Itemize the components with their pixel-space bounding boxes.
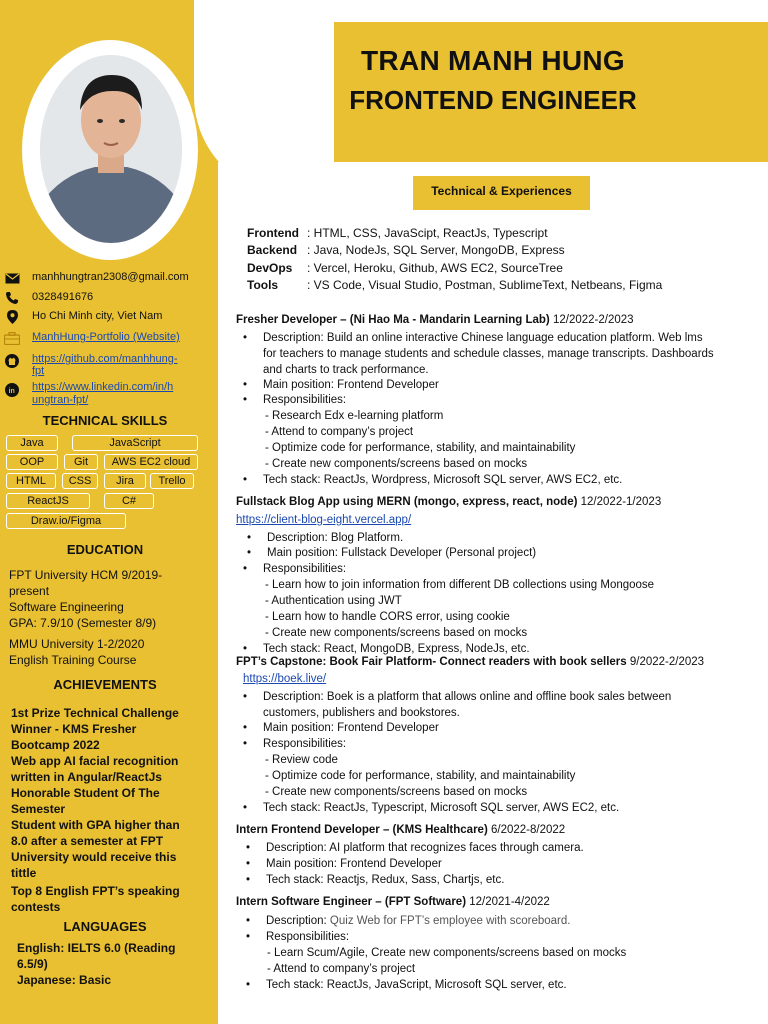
education-line: GPA: 7.9/10 (Semester 8/9) [9,616,157,630]
job-date: 12/2022-1/2023 [580,496,662,508]
achievement-line: Web app AI facial recognition [11,754,179,768]
skill-key: Frontend [247,226,299,240]
skill-value: : Java, NodeJs, SQL Server, MongoDB, Express [307,243,565,257]
bullet [243,377,439,393]
svg-text:in: in [8,388,15,395]
location-text: Ho Chi Minh city, Viet Nam [32,310,163,322]
sub-item: - Optimize code for performance, stability, and maintainability [265,770,576,782]
contact-phone [4,291,212,305]
job-date: 12/2021-4/2022 [469,896,550,908]
bullet-text: • Tech stack: Reactjs, Redux, Sass, Chartjs, etc. [266,874,505,886]
desc-label: Description: [266,915,330,927]
contact-portfolio [4,331,212,345]
skill-row-frontend [247,226,548,240]
bullet [243,641,530,657]
job-title: Fullstack Blog App using MERN (mongo, express, react, node) [236,496,578,508]
skill-key: Tools [247,278,279,292]
skill-chip: C# [104,493,154,509]
education-heading: EDUCATION [66,542,144,557]
skill-chip: Draw.io/Figma [6,513,126,529]
skill-value: : VS Code, Visual Studio, Postman, SublimeText, Netbeans, Figma [307,278,663,292]
bullet-text: • Responsibilities: [263,394,347,406]
sub-item: - Review code [265,754,338,766]
bullet [243,736,346,752]
bullet-text: • Main position: Frontend Developer [266,858,442,870]
bullet-text: • Description: AI platform that recognizes faces through camera. [266,842,584,854]
bullet-text: • Responsibilities: [266,931,350,943]
sub-item: - Attend to company’s project [265,426,414,438]
achievement-line: Honorable Student Of The [11,786,160,800]
bullet-text: • Tech stack: ReactJs, Wordpress, Microsoft SQL server, AWS EC2, etc. [263,474,623,486]
education-line: FPT University HCM 9/2019- [9,568,163,582]
skill-key: Backend [247,243,298,257]
job-title: Intern Frontend Developer – (KMS Healthcare) [236,824,488,836]
achievement-line: 1st Prize Technical Challenge [11,706,179,720]
bullet [246,913,570,929]
bullet [246,977,567,993]
github-icon [4,353,20,369]
sub-item: - Learn Scum/Agile, Create new components/screens based on mocks [267,947,627,959]
job-title: FPT’s Capstone: Book Fair Platform- Connect readers with book sellers [236,656,627,668]
bullet-text: • Main position: Frontend Developer [263,722,439,734]
education-list [9,567,205,668]
sub-item: - Attend to company’s project [267,963,416,975]
job-heading [236,656,704,668]
bullet [246,840,584,856]
contact-github [4,353,212,377]
project-link[interactable]: https://client-blog-eight.vercel.app/ [236,514,412,526]
bullet [246,856,442,872]
bullet-text: • Description: Blog Platform. [267,532,404,544]
language-line: 6.5/9) [17,957,48,971]
achievement-line: contests [11,900,61,914]
desc-line: for teachers to manage students and schedule classes, manage transcripts. Dashboards [263,348,714,360]
job-title: Intern Software Engineer – (FPT Software) [236,896,467,908]
desc-value: Quiz Web for FPT’s employee with scoreboard. [329,915,571,927]
sub-item: - Learn how to join information from different DB collections using Mongoose [265,579,655,591]
job-date: 12/2022-2/2023 [552,314,634,326]
desc-line: customers, publishers and bookstores. [263,707,460,719]
bullet-text: • Tech stack: ReactJs, Typescript, Microsoft SQL server, AWS EC2, etc. [263,802,620,814]
skill-chip: JavaScript [72,435,198,451]
linkedin-icon [4,381,20,399]
achievement-line: Student with GPA higher than [11,818,180,832]
bullet-text: • Main position: Frontend Developer [263,379,439,391]
job-heading [236,824,565,836]
skill-chip: Git [64,454,98,470]
skill-chip: HTML [6,473,56,489]
bullet-text [243,689,763,721]
desc-line: and charts to track performance. [263,364,429,376]
candidate-role: FRONTEND ENGINEER [349,85,637,115]
linkedin-link-line2[interactable]: ungtran-fpt/ [32,394,89,406]
technical-skills-heading: TECHNICAL SKILLS [42,413,168,428]
job-date: 9/2022-2/2023 [629,656,705,668]
profile-photo [40,55,182,243]
briefcase-icon [4,331,20,345]
skill-chip: ReactJS [6,493,90,509]
achievement-line: 8.0 after a semester at FPT [11,834,164,848]
phone-text[interactable]: 0328491676 [32,291,94,303]
linkedin-link-line1[interactable]: https://www.linkedin.com/in/h [32,381,174,393]
education-line: MMU University 1-2/2020 [9,637,145,651]
sub-item: - Research Edx e-learning platform [265,410,444,422]
skill-key: DevOps [247,261,293,275]
achievement-line: Semester [11,802,66,816]
achievement-line: written in Angular/ReactJs [11,770,162,784]
language-line: Japanese: Basic [17,973,112,987]
bullet [243,392,346,408]
skill-row-tools [247,278,662,292]
sub-item: - Authentication using JWT [265,595,402,607]
achievement-line: Top 8 English FPT’s speaking [11,884,180,898]
achievement-line: University would receive this [11,850,177,864]
bullet [243,800,619,816]
phone-icon [4,291,20,305]
skill-chip: Trello [150,473,194,489]
github-link-line2[interactable]: fpt [32,365,45,377]
sub-item: - Create new components/screens based on mocks [265,627,528,639]
education-line: Software Engineering [9,600,124,614]
achievement-line: Bootcamp 2022 [11,738,100,752]
sub-item: - Optimize code for performance, stability, and maintainability [265,442,576,454]
skill-chip: Jira [104,473,146,489]
skill-chip: Java [6,435,58,451]
achievement-line: tittle [11,866,37,880]
bullet-text: • Responsibilities: [263,563,347,575]
languages-list [17,940,213,988]
bullet [243,689,763,721]
job-heading [236,314,634,326]
bullet-text [246,913,570,929]
bullet-text: • Main position: Fullstack Developer (Personal project) [267,547,537,559]
email-icon [4,271,20,285]
bullet [247,530,403,546]
section-title-badge: Technical & Experiences [413,176,590,210]
bullet-text: • Responsibilities: [263,738,347,750]
skill-chip: OOP [6,454,58,470]
bullet [243,330,763,378]
bullet-text: • Tech stack: ReactJs, JavaScript, Microsoft SQL server, etc. [266,979,567,991]
location-pin-icon [4,310,20,324]
job-date: 6/2022-8/2022 [490,824,566,836]
sub-item: - Learn how to handle CORS error, using cookie [265,611,510,623]
skill-chip: CSS [62,473,98,489]
candidate-name: TRAN MANH HUNG [361,45,625,76]
achievement-line: Winner - KMS Fresher [11,722,137,736]
achievements-heading: ACHIEVEMENTS [53,677,157,692]
portfolio-link[interactable]: ManhHung-Portfolio (Website) [32,331,180,343]
education-line: present [9,584,50,598]
job-title: Fresher Developer – (Ni Hao Ma - Mandarin Learning Lab) [236,314,550,326]
bullet [247,545,536,561]
github-link-line1[interactable]: https://github.com/manhhung- [32,353,178,365]
sub-item: - Create new components/screens based on mocks [265,786,528,798]
bullet-text: • Tech stack: React, MongoDB, Express, NodeJs, etc. [263,643,530,655]
job-heading [236,496,661,508]
bullet [246,929,349,945]
education-line: English Training Course [9,653,137,667]
job-heading [236,896,550,908]
project-link[interactable]: https://boek.live/ [243,673,327,685]
desc-line: • Description: Boek is a platform that allows online and offline book sales between [263,691,672,703]
language-line: English: IELTS 6.0 (Reading [17,941,176,955]
bullet [243,472,622,488]
skill-value: : HTML, CSS, JavaScipt, ReactJs, Typescript [307,226,548,240]
skill-row-devops [247,261,563,275]
skill-value: : Vercel, Heroku, Github, AWS EC2, SourceTree [307,261,563,275]
contact-linkedin [4,381,212,407]
languages-heading: LANGUAGES [63,919,147,934]
contact-location [4,310,212,324]
bullet [243,561,346,577]
skill-row-backend [247,243,565,257]
desc-line: • Description: Build an online interactive Chinese language education platform. Web lms [263,332,703,344]
skill-chip: AWS EC2 cloud [104,454,198,470]
sub-item: - Create new components/screens based on mocks [265,458,528,470]
contact-email [4,271,212,285]
bullet-text [243,330,763,378]
bullet [243,720,439,736]
achievements-list [11,705,207,915]
bullet [246,872,504,888]
email-text[interactable]: manhhungtran2308@gmail.com [32,271,189,283]
